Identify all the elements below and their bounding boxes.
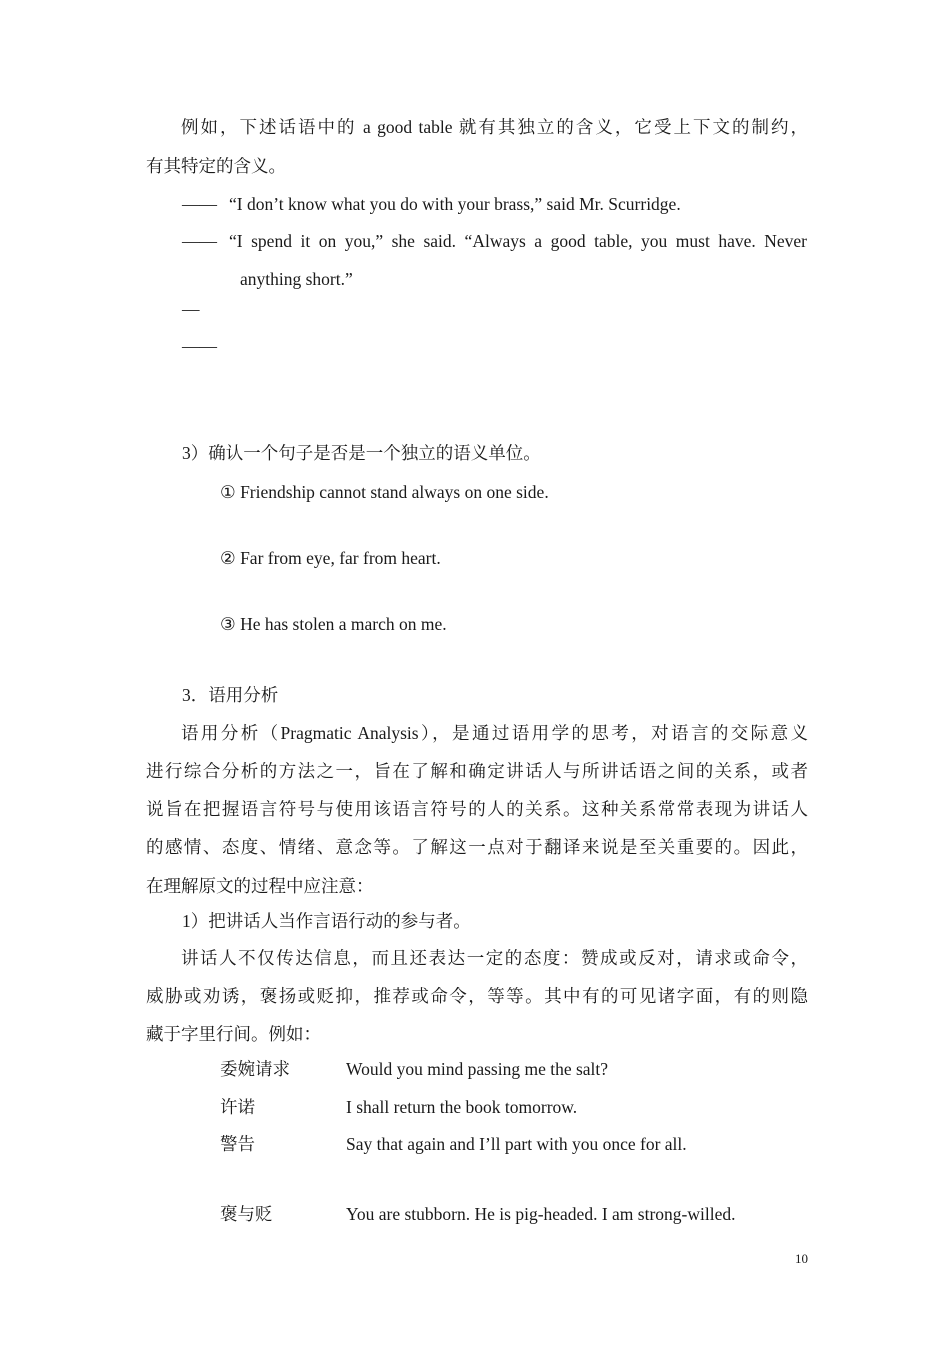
pragmatic-line-2: 进行综合分析的方法之一，旨在了解和确定讲话人与所讲话语之间的关系，或者 [146,761,808,781]
dialogue-quote-1: “I don’t know what you do with your brass,” said Mr. Scurridge. [229,194,681,214]
example-label-praise-blame: 褒与贬 [220,1204,273,1224]
example-sentence-1: ① Friendship cannot stand always on one side. [220,482,549,502]
pragmatic-line-4: 的感情、态度、情绪、意念等。了解这一点对于翻译来说是至关重要的。因此， [146,837,808,857]
dialogue-quote-2: “I spend it on you,” she said. “Always a good table, you must have. Never [229,231,807,251]
example-label-request: 委婉请求 [220,1059,290,1079]
dialogue-dash-1: —— [182,194,217,214]
example-text-request: Would you mind passing me the salt? [346,1059,609,1079]
dialogue-quote-2-continued: anything short.” [240,269,353,289]
dialogue-dash-2: —— [182,231,217,251]
example-sentence-3: ③ He has stolen a march on me. [220,614,447,634]
example-text-promise: I shall return the book tomorrow. [346,1097,578,1117]
section-heading-sentence-unit: 3）确认一个句子是否是一个独立的语义单位。 [182,443,541,463]
dialogue-dash-3: — [182,299,200,319]
pragmatic-line-3: 说旨在把握语言符号与使用该语言符号的人的关系。这种关系常常表现为讲话人 [146,799,808,819]
example-label-warning: 警告 [220,1134,255,1154]
example-sentence-2: ② Far from eye, far from heart. [220,548,441,568]
example-label-promise: 许诺 [220,1097,255,1117]
pragmatic-line-5: 在理解原文的过程中应注意： [146,876,374,896]
point-line-3: 藏于字里行间。例如： [146,1024,321,1044]
example-text-praise-blame: You are stubborn. He is pig-headed. I am strong-willed. [346,1204,736,1224]
example-text-warning: Say that again and I’ll part with you once for all. [346,1134,687,1154]
section-heading-pragmatic-analysis: 3．语用分析 [182,685,279,705]
dialogue-dash-4: —— [182,336,217,356]
pragmatic-line-1: 语用分析（Pragmatic Analysis），是通过语用学的思考，对语言的交际意义 [181,723,808,743]
intro-line-2: 有其特定的含义。 [146,156,286,176]
page-number: 10 [795,1251,808,1266]
intro-line-1: 例如，下述话语中的 a good table 就有其独立的含义，它受上下文的制约， [181,117,808,137]
point-speaker-participant: 1）把讲话人当作言语行动的参与者。 [182,911,471,931]
point-line-1: 讲话人不仅传达信息，而且还表达一定的态度：赞成或反对，请求或命令， [181,948,808,968]
point-line-2: 威胁或劝诱，褒扬或贬抑，推荐或命令，等等。其中有的可见诸字面，有的则隐 [146,986,808,1006]
